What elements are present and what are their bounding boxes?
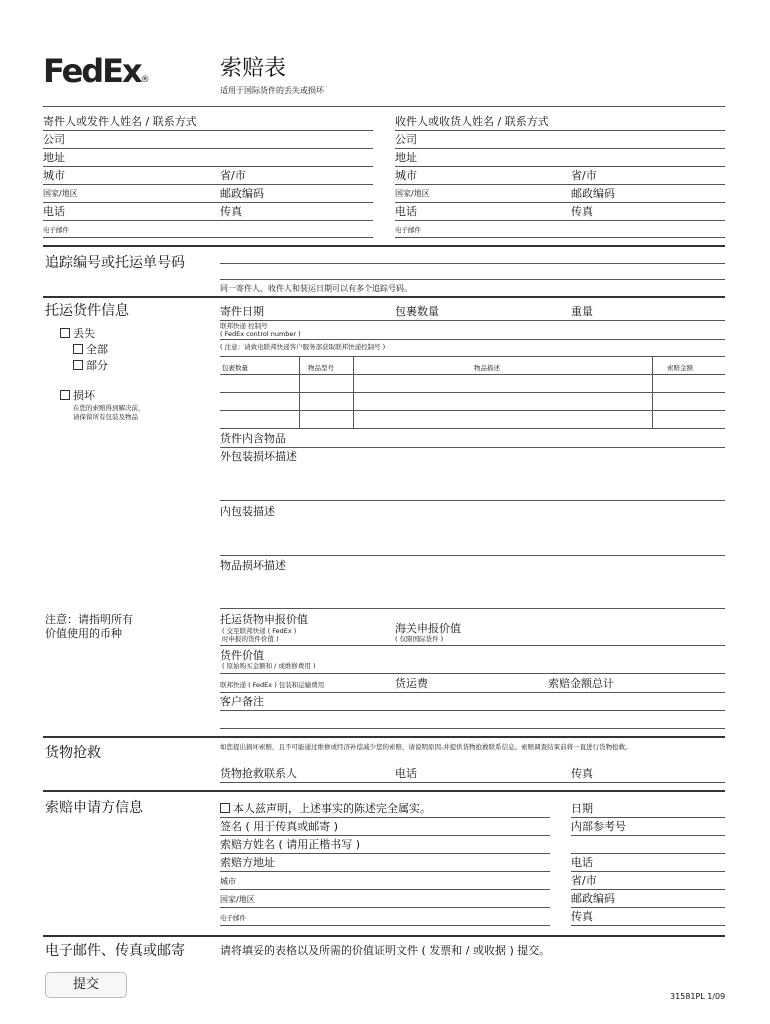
tracking-note: 同一寄件人、收件人和装运日期可以有多个追踪号码。 xyxy=(220,284,412,293)
submit-section-title: 电子邮件、传真或邮寄 xyxy=(45,943,185,959)
declared-value-sub1: ( 交至联邦快递 ( FedEx ) xyxy=(222,627,297,635)
outer-damage-label: 外包装损坏描述 xyxy=(220,450,297,463)
submit-button[interactable]: 提交 xyxy=(45,972,127,998)
customs-value-sub: ( 仅限国际货件 ) xyxy=(395,635,444,643)
sender-email-label: 电子邮件 xyxy=(43,226,69,234)
column-header: 索赔金额 xyxy=(667,364,693,372)
item-damage-label: 物品损坏描述 xyxy=(220,559,286,572)
claim-date-label: 日期 xyxy=(571,802,593,815)
signature-label: 签名 ( 用于传真或邮寄 ) xyxy=(220,820,339,833)
recipient-company-label: 公司 xyxy=(395,133,417,146)
salvage-note: 如您提出损坏索赔，且不可能通过维修或经济补偿减少您的索赔，请说明原因,并提供货物抢救联系信息。索赔调查结束前将一直进行货物抢救。 xyxy=(220,743,632,751)
tracking-input-line[interactable] xyxy=(220,263,725,264)
sender-state-label: 省/市 xyxy=(220,169,246,182)
column-header: 包裹数量 xyxy=(222,364,248,372)
form-subtitle: 适用于国际货件的丢失或损坏 xyxy=(220,86,324,95)
lost-all-checkbox[interactable]: 全部 xyxy=(73,343,108,357)
fedex-fee-label: 联邦快递 ( FedEx ) 包装和运输费用 xyxy=(220,681,325,689)
column-header: 物品型号 xyxy=(308,364,334,372)
outer-damage-field[interactable] xyxy=(220,500,725,501)
checkbox-icon xyxy=(60,328,70,338)
recipient-postal-label: 邮政编码 xyxy=(571,187,615,200)
recipient-name-label: 收件人或收货人姓名 / 联系方式 xyxy=(395,115,549,128)
damage-checkbox[interactable]: 损坏 xyxy=(60,389,95,403)
weight-label: 重量 xyxy=(571,305,593,318)
damage-note-1: 在您的索赔得到解决前， xyxy=(73,404,145,412)
recipient-phone-label: 电话 xyxy=(395,205,417,218)
lost-part-checkbox[interactable]: 部分 xyxy=(73,359,108,373)
customer-remarks-label: 客户备注 xyxy=(220,695,264,708)
form-title: 索赔表 xyxy=(220,56,287,81)
claim-total-label: 索赔金额总计 xyxy=(548,677,614,690)
currency-note-1: 注意：请指明所有 xyxy=(45,613,133,626)
checkbox-icon xyxy=(73,344,83,354)
freight-label: 货运费 xyxy=(395,677,428,690)
table-row[interactable] xyxy=(220,428,725,429)
tracking-section-title: 追踪编号或托运单号码 xyxy=(45,255,185,271)
recipient-state-label: 省/市 xyxy=(571,169,597,182)
claimant-state-label: 省/市 xyxy=(571,874,597,887)
claimant-postal-label: 邮政编码 xyxy=(571,892,615,905)
sender-phone-label: 电话 xyxy=(43,205,65,218)
claimant-phone-label: 电话 xyxy=(571,856,593,869)
sender-fax-label: 传真 xyxy=(220,205,242,218)
sender-company-label: 公司 xyxy=(43,133,65,146)
goods-value-sub: ( 原始购买金额和 / 或维修费用 ) xyxy=(222,662,316,670)
customs-value-label: 海关申报价值 xyxy=(395,622,461,635)
recipient-fax-label: 传真 xyxy=(571,205,593,218)
claimant-section-title: 索赔申请方信息 xyxy=(45,800,143,816)
checkbox-icon xyxy=(60,390,70,400)
recipient-address-label: 地址 xyxy=(395,151,417,164)
recipient-city-label: 城市 xyxy=(395,169,417,182)
fedex-logo: FedEx® xyxy=(43,52,150,90)
inner-packaging-label: 内包装描述 xyxy=(220,505,275,518)
lost-checkbox[interactable]: 丢失 xyxy=(60,327,95,341)
control-number-label: 联邦快递 控制号 xyxy=(220,322,268,330)
declare-checkbox[interactable]: 本人兹声明，上述事实的陈述完全属实。 xyxy=(220,802,431,816)
table-row[interactable] xyxy=(220,392,725,393)
control-number-note: ( 注意：请致电联邦快递客户服务部获取联邦快递控制号 ) xyxy=(220,343,386,351)
sender-name-label: 寄件人或发件人姓名 / 联系方式 xyxy=(43,115,197,128)
table-row[interactable] xyxy=(220,410,725,411)
claimant-city-label: 城市 xyxy=(220,877,236,886)
recipient-email-label: 电子邮件 xyxy=(395,226,421,234)
damage-note-2: 请保留所有包装及物品 xyxy=(73,413,138,421)
currency-note-2: 价值使用的币种 xyxy=(45,627,122,640)
column-header: 物品描述 xyxy=(474,364,500,372)
inner-packaging-field[interactable] xyxy=(220,555,725,556)
claimant-name-label: 索赔方姓名 ( 请用正楷书写 ) xyxy=(220,838,361,851)
sender-country-label: 国家/地区 xyxy=(43,189,78,198)
sender-city-label: 城市 xyxy=(43,169,65,182)
control-number-sublabel: ( FedEx control number ) xyxy=(220,330,301,338)
contents-label: 货件内含物品 xyxy=(220,432,286,445)
internal-ref-label: 内部参考号 xyxy=(571,820,626,833)
sender-postal-label: 邮政编码 xyxy=(220,187,264,200)
checkbox-icon xyxy=(220,803,230,813)
package-count-label: 包裹数量 xyxy=(395,305,439,318)
claimant-email-label: 电子邮件 xyxy=(220,914,246,922)
claimant-fax-label: 传真 xyxy=(571,910,593,923)
goods-value-label: 货件价值 xyxy=(220,649,264,662)
salvage-section-title: 货物抢救 xyxy=(45,745,101,761)
claimant-address-label: 索赔方地址 xyxy=(220,856,275,869)
shipment-section-title: 托运货件信息 xyxy=(45,303,129,319)
salvage-contact-label: 货物抢救联系人 xyxy=(220,767,297,780)
salvage-phone-label: 电话 xyxy=(395,767,417,780)
ship-date-label: 寄件日期 xyxy=(220,305,264,318)
form-number: 31581PL 1/09 xyxy=(670,992,726,1001)
declared-value-sub2: 时申报的货件价值 ) xyxy=(222,635,279,643)
claimant-country-label: 国家/地区 xyxy=(220,895,255,904)
salvage-fax-label: 传真 xyxy=(571,767,593,780)
recipient-country-label: 国家/地区 xyxy=(395,189,430,198)
submit-instructions: 请将填妥的表格以及所需的价值证明文件 ( 发票和 / 或收据 ) 提交。 xyxy=(220,944,551,957)
declared-value-label: 托运货物申报价值 xyxy=(220,613,308,626)
checkbox-icon xyxy=(73,360,83,370)
sender-address-label: 地址 xyxy=(43,151,65,164)
